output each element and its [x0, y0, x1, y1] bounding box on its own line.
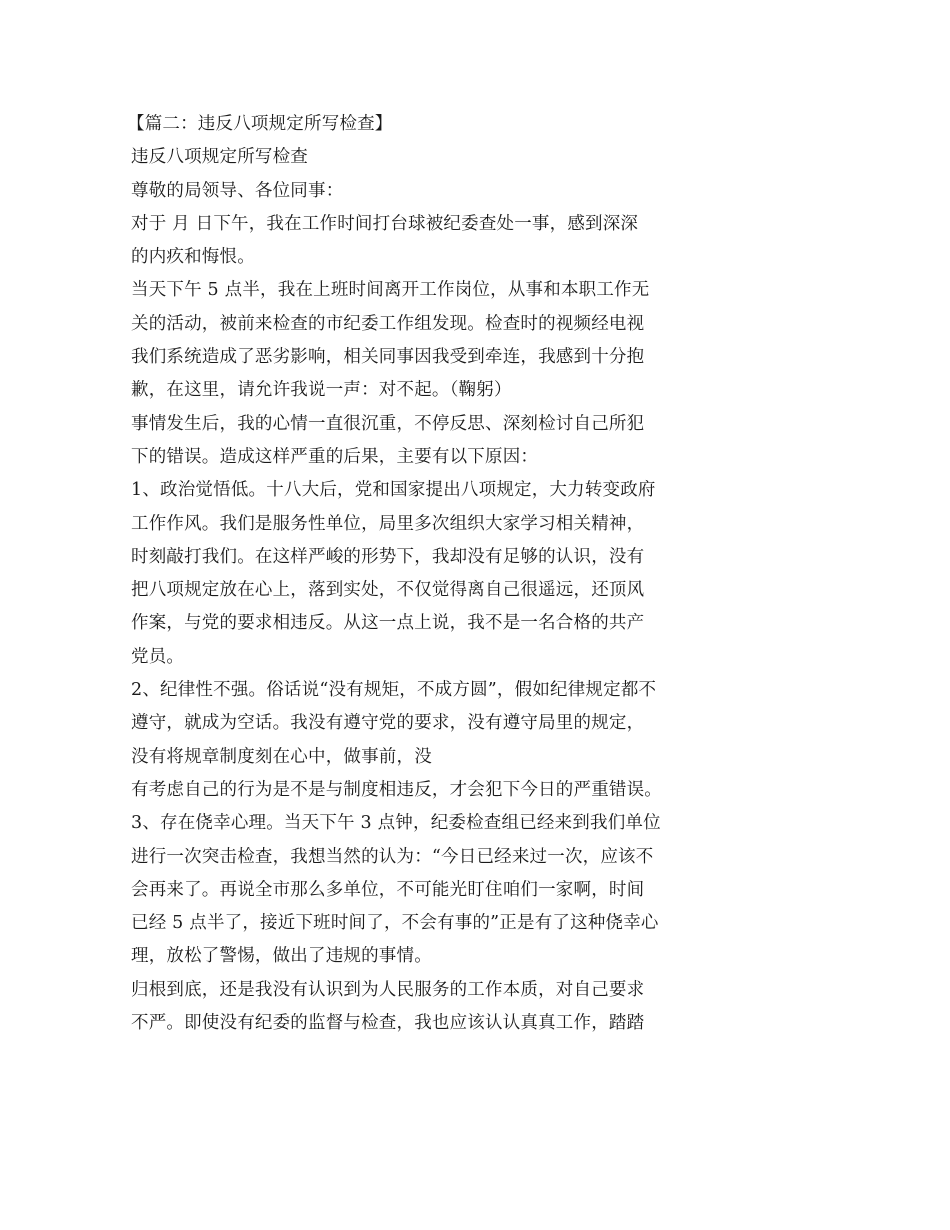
text-line: 对于 月 日下午，我在工作时间打台球被纪委查处一事，感到深深 [131, 213, 639, 234]
text-line: 进行一次突击检查，我想当然的认为：“今日已经来过一次，应该不 [131, 846, 654, 867]
text-line: 的内疚和悔恨。 [131, 247, 255, 268]
text-line: 工作作风。我们是服务性单位，局里多次组织大家学习相关精神， [131, 513, 645, 534]
section-heading: 【篇二：违反八项规定所写检查】 [127, 114, 393, 134]
text-line: 不严。即使没有纪委的监督与检查，我也应该认认真真工作，踏踏 [131, 1013, 645, 1034]
text-line: 作案，与党的要求相违反。从这一点上说，我不是一名合格的共产 [131, 613, 645, 634]
text-line: 我们系统造成了恶劣影响，相关同事因我受到牵连，我感到十分抱 [131, 347, 645, 368]
text-line: 已经 5 点半了，接近下班时间了，不会有事的”正是有了这种侥幸心 [131, 913, 659, 934]
text-line: 遵守，就成为空话。我没有遵守党的要求，没有遵守局里的规定， [131, 713, 645, 734]
text-line: 3、存在侥幸心理。当天下午 3 点钟，纪委检查组已经来到我们单位 [131, 813, 661, 834]
text-line: 2、纪律性不强。俗话说“没有规矩，不成方圆”，假如纪律规定都不 [131, 680, 657, 701]
text-line: 1、政治觉悟低。十八大后，党和国家提出八项规定，大力转变政府 [131, 480, 656, 501]
salutation: 尊敬的局领导、各位同事： [131, 180, 344, 201]
document-title: 违反八项规定所写检查 [131, 147, 308, 168]
text-line: 有考虑自己的行为是不是与制度相违反，才会犯下今日的严重错误。 [131, 779, 662, 800]
text-line: 把八项规定放在心上，落到实处，不仅觉得离自己很遥远，还顶风 [131, 580, 645, 601]
document-body [127, 108, 701, 1040]
text-line: 会再来了。再说全市那么多单位，不可能光盯住咱们一家啊，时间 [131, 879, 645, 900]
text-line: 关的活动，被前来检查的市纪委工作组发现。检查时的视频经电视 [131, 313, 645, 334]
text-line: 歉，在这里，请允许我说一声：对不起。（鞠躬） [131, 380, 512, 401]
text-line: 没有将规章制度刻在心中，做事前，没 [131, 746, 432, 767]
text-line: 归根到底，还是我没有认识到为人民服务的工作本质，对自己要求 [131, 979, 645, 1000]
text-line: 理，放松了警惕，做出了违规的事情。 [131, 946, 432, 967]
text-line: 时刻敲打我们。在这样严峻的形势下，我却没有足够的认识，没有 [131, 546, 645, 567]
text-line: 当天下午 5 点半，我在上班时间离开工作岗位，从事和本职工作无 [131, 280, 650, 301]
text-line: 党员。 [131, 646, 185, 667]
text-line: 事情发生后，我的心情一直很沉重，不停反思、深刻检讨自己所犯 [131, 413, 645, 434]
text-line: 下的错误。造成这样严重的后果，主要有以下原因： [131, 446, 539, 467]
